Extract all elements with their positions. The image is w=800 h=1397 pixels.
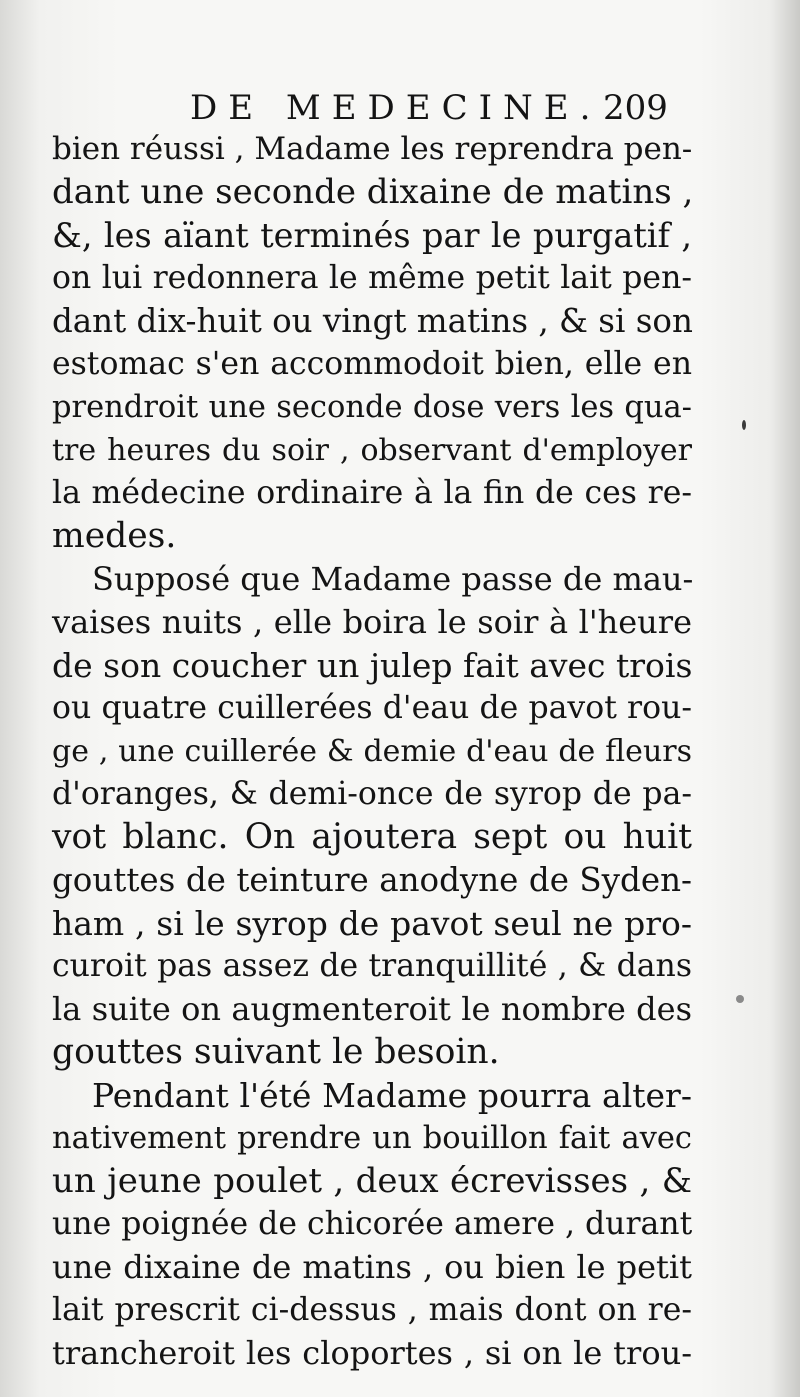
ink-speck [736,995,744,1003]
paragraph-start-line: Pendant l'été Madame pourra alter- [92,1076,692,1115]
body-text [52,128,692,1375]
text-line: la médecine ordinaire à la fin de ces re- [52,475,692,511]
text-line: &, les aïant terminés par le purgatif , [52,216,692,255]
text-line: une poignée de chicorée amere , durant [52,1206,693,1242]
text-line: gouttes suivant le besoin. [52,1032,500,1072]
text-line: gouttes de teinture anodyne de Syden- [52,861,692,899]
running-title: DE MEDECINE. [190,88,602,128]
text-line: dant dix-huit ou vingt matins , & si son [52,302,693,340]
text-line: ge , une cuillerée & demie d'eau de fleurs [52,734,692,769]
text-line: trancheroit les cloportes , si on le trou- [52,1334,692,1372]
ink-speck [742,420,746,430]
text-line: lait prescrit ci-dessus , mais dont on re- [52,1292,692,1328]
text-line: d'oranges, & demi-once de syrop de pa- [52,776,692,812]
text-line: curoit pas assez de tranquillité , & dans [52,948,692,984]
page-number: 209 [603,88,668,128]
paragraph-start-line: Supposé que Madame passe de mau- [92,560,694,598]
text-line: vot blanc. On ajoutera sept ou huit [52,817,692,857]
text-line: une dixaine de matins , ou bien le petit [52,1248,692,1286]
text-line: tre heures du soir , observant d'employer [52,433,692,468]
text-line: bien réussi , Madame les reprendra pen- [52,131,693,167]
text-line: medes. [52,516,177,556]
text-line: ou quatre cuillerées d'eau de pavot rou- [52,690,692,726]
text-line: vaises nuits , elle boira le soir à l'heure [52,603,692,641]
text-line: prendroit une seconde dose vers les qua- [52,390,692,425]
text-line: on lui redonnera le même petit lait pen- [52,260,692,296]
text-line: un jeune poulet , deux écrevisses , & [52,1161,692,1201]
text-line: dant une seconde dixaine de matins , [52,172,694,212]
text-line: ham , si le syrop de pavot seul ne pro- [52,904,692,943]
text-line: la suite on augmenteroit le nombre des [52,990,692,1028]
text-line: estomac s'en accommodoit bien, elle en [52,346,692,382]
text-line: de son coucher un julep fait avec trois [52,646,693,685]
text-line: nativement prendre un bouillon fait avec [52,1121,692,1156]
